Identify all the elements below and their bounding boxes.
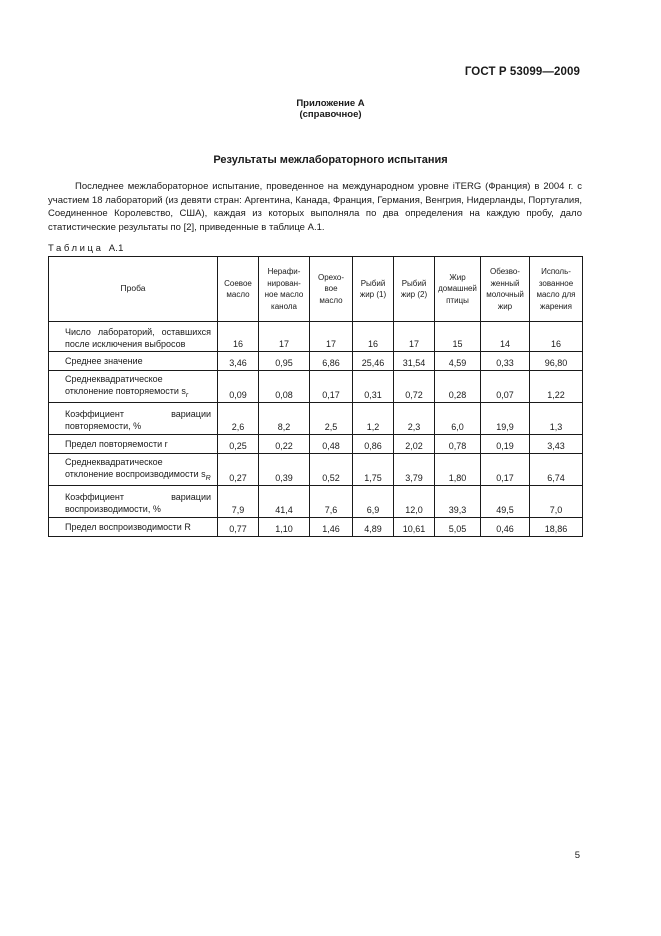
table-cell: 6,74 [530, 454, 583, 486]
table-cell: 12,0 [394, 486, 435, 518]
column-header: Нерафинированное масло канола [259, 257, 310, 322]
row-label-subscript: R [205, 474, 211, 482]
table-cell: 1,22 [530, 371, 583, 403]
table-cell: 17 [310, 322, 353, 352]
table-cell: 6,86 [310, 352, 353, 371]
table-cell: 0,19 [481, 435, 530, 454]
column-header: Обезвоженный молочный жир [481, 257, 530, 322]
column-header: Проба [49, 257, 218, 322]
table-cell: 2,5 [310, 403, 353, 435]
table-cell: 1,10 [259, 518, 310, 537]
table-cell: 0,25 [218, 435, 259, 454]
row-label-text: Предел воспроизводимости R [65, 522, 191, 532]
table-cell: 0,17 [481, 454, 530, 486]
table-row [49, 403, 583, 435]
appendix-note: (справочное) [299, 109, 362, 120]
table-cell: 4,89 [353, 518, 394, 537]
row-label-text: Среднеквадратическое отклонение повторяемости s [65, 374, 186, 397]
table-cell: 2,6 [218, 403, 259, 435]
table-cell: 1,75 [353, 454, 394, 486]
column-header: Ореховое масло [310, 257, 353, 322]
table-caption [48, 243, 124, 254]
table-row [49, 371, 583, 403]
table-cell: 0,09 [218, 371, 259, 403]
row-label-subscript: r [185, 391, 189, 399]
row-label [49, 518, 218, 537]
intro-paragraph [48, 180, 582, 234]
section-title: Результаты межлабораторного испытания [213, 154, 448, 166]
row-label [49, 403, 218, 435]
table-cell: 16 [353, 322, 394, 352]
results-table [48, 256, 583, 537]
table-cell: 1,3 [530, 403, 583, 435]
table-cell: 41,4 [259, 486, 310, 518]
table-cell: 8,2 [259, 403, 310, 435]
column-header: Соевое масло [218, 257, 259, 322]
row-label-text: Коэффициент вариации воспроизводимости, % [65, 491, 211, 514]
table-cell: 0,27 [218, 454, 259, 486]
table-cell: 0,77 [218, 518, 259, 537]
table-header-row [49, 257, 583, 322]
table-cell: 19,9 [481, 403, 530, 435]
row-label [49, 352, 218, 371]
table-cell: 0,95 [259, 352, 310, 371]
table-row [49, 352, 583, 371]
page-number: 5 [574, 850, 580, 861]
table-cell: 4,59 [435, 352, 481, 371]
table-cell: 5,05 [435, 518, 481, 537]
table-row [49, 435, 583, 454]
table-cell: 31,54 [394, 352, 435, 371]
table-cell: 0,46 [481, 518, 530, 537]
table-cell: 3,79 [394, 454, 435, 486]
table-cell: 3,43 [530, 435, 583, 454]
table-cell: 14 [481, 322, 530, 352]
row-label-text: Число лабораторий, оставшихся после исключения выбросов [65, 326, 211, 349]
table-cell: 2,3 [394, 403, 435, 435]
table-cell: 39,3 [435, 486, 481, 518]
table-cell: 0,22 [259, 435, 310, 454]
table-cell: 1,2 [353, 403, 394, 435]
table-cell: 6,0 [435, 403, 481, 435]
table-cell: 0,33 [481, 352, 530, 371]
table-cell: 1,46 [310, 518, 353, 537]
column-header: Использованное масло для жарения [530, 257, 583, 322]
table-cell: 3,46 [218, 352, 259, 371]
row-label [49, 454, 218, 486]
table-row [49, 322, 583, 352]
column-header: Рыбий жир (2) [394, 257, 435, 322]
row-label-text: Коэффициент вариации повторяемости, % [65, 408, 211, 431]
row-label [49, 486, 218, 518]
row-label-text: Среднее значение [65, 356, 143, 366]
column-header: Рыбий жир (1) [353, 257, 394, 322]
column-header: Жир домашней птицы [435, 257, 481, 322]
intro-text: Последнее межлабораторное испытание, проведенное на международном уровне iTERG (Франция) в 2004 г. с участием 18 лабораторий (из девяти стран: Аргентина, Канада, Франция, Германия, Венгрия, Нидерланды, Португалия, Соединенное Королевство, США), каждая из которых выполняла по два определения на каждую пробу, дало статистические результаты по [2], приведенные в таблице А.1. [48, 181, 582, 233]
table-cell: 10,61 [394, 518, 435, 537]
table-row [49, 454, 583, 486]
row-label [49, 435, 218, 454]
table-cell: 17 [394, 322, 435, 352]
table-cell: 0,48 [310, 435, 353, 454]
table-cell: 6,9 [353, 486, 394, 518]
table-cell: 7,0 [530, 486, 583, 518]
table-caption-word: Таблица [48, 243, 104, 254]
table-cell: 0,08 [259, 371, 310, 403]
table-cell: 2,02 [394, 435, 435, 454]
table-cell: 0,28 [435, 371, 481, 403]
standard-code: ГОСТ Р 53099—2009 [464, 66, 580, 78]
appendix-title: Приложение А [296, 98, 365, 109]
table-cell: 16 [530, 322, 583, 352]
table-cell: 1,80 [435, 454, 481, 486]
table-cell: 0,39 [259, 454, 310, 486]
table-cell: 16 [218, 322, 259, 352]
table-cell: 0,17 [310, 371, 353, 403]
row-label [49, 322, 218, 352]
table-cell: 49,5 [481, 486, 530, 518]
row-label-text: Среднеквадратическое отклонение воспроизводимости s [65, 457, 206, 480]
table-cell: 0,31 [353, 371, 394, 403]
table-cell: 7,6 [310, 486, 353, 518]
table-cell: 96,80 [530, 352, 583, 371]
row-label [49, 371, 218, 403]
table-cell: 0,72 [394, 371, 435, 403]
table-caption-number: А.1 [108, 243, 124, 254]
table-row [49, 518, 583, 537]
table-cell: 25,46 [353, 352, 394, 371]
table-cell: 0,52 [310, 454, 353, 486]
table-cell: 15 [435, 322, 481, 352]
table-cell: 0,78 [435, 435, 481, 454]
table-cell: 18,86 [530, 518, 583, 537]
table-cell: 0,07 [481, 371, 530, 403]
table-cell: 0,86 [353, 435, 394, 454]
table-body [49, 322, 583, 537]
table-cell: 7,9 [218, 486, 259, 518]
row-label-text: Предел повторяемости r [65, 439, 168, 449]
table-cell: 17 [259, 322, 310, 352]
table-row [49, 486, 583, 518]
